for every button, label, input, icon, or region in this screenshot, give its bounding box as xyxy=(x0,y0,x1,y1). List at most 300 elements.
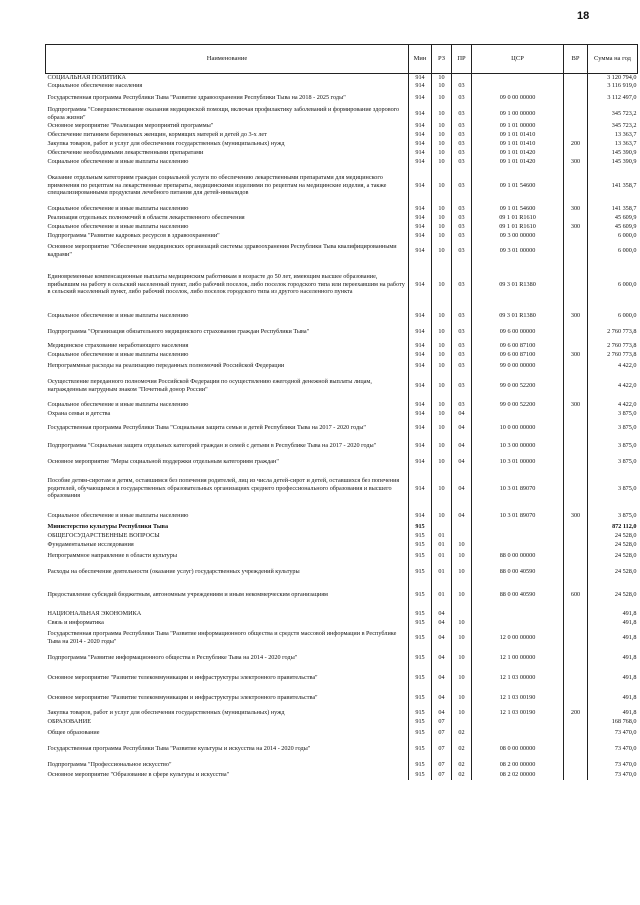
cell-rz: 07 xyxy=(432,718,452,727)
cell-pr: 04 xyxy=(452,437,472,455)
cell-vr: 300 xyxy=(564,158,588,167)
cell-pr: 10 xyxy=(452,628,472,648)
cell-vr xyxy=(564,523,588,532)
cell-csr: 09 1 01 R1610 xyxy=(472,214,564,223)
cell-sum: 491,8 xyxy=(588,648,638,668)
cell-csr: 08 0 00 00000 xyxy=(472,739,564,759)
cell-min: 914 xyxy=(409,455,432,469)
cell-csr: 09 6 00 87100 xyxy=(472,351,564,360)
cell-min: 914 xyxy=(409,149,432,158)
cell-sum: 168 768,0 xyxy=(588,718,638,727)
cell-vr: 300 xyxy=(564,223,588,232)
cell-rz: 04 xyxy=(432,668,452,688)
cell-min: 915 xyxy=(409,523,432,532)
cell-rz: 04 xyxy=(432,628,452,648)
cell-min: 914 xyxy=(409,309,432,323)
table-row xyxy=(46,582,638,609)
cell-rz: 10 xyxy=(432,140,452,149)
cell-sum: 145 390,9 xyxy=(588,158,638,167)
table-row xyxy=(46,74,638,82)
cell-csr: 10 3 01 00000 xyxy=(472,455,564,469)
table-row xyxy=(46,214,638,223)
cell-name: Подпрограмма "Социальная защита отдельных категорий граждан и семей с детьми в Республике Тыва на 2017 - 2020 годы" xyxy=(47,441,377,449)
cell-vr xyxy=(564,342,588,351)
cell-min: 915 xyxy=(409,718,432,727)
cell-sum: 491,8 xyxy=(588,628,638,648)
table-row xyxy=(46,261,638,309)
table-row xyxy=(46,718,638,727)
cell-name: СОЦИАЛЬНАЯ ПОЛИТИКА xyxy=(47,74,126,81)
cell-pr: 10 xyxy=(452,562,472,582)
cell-csr xyxy=(472,82,564,90)
cell-pr: 03 xyxy=(452,400,472,410)
cell-csr: 09 3 01 00000 xyxy=(472,241,564,261)
header-name: Наименование xyxy=(46,45,409,74)
cell-csr: 10 3 00 00000 xyxy=(472,437,564,455)
cell-pr xyxy=(452,74,472,82)
cell-rz: 10 xyxy=(432,223,452,232)
cell-csr: 08 2 00 00000 xyxy=(472,759,564,771)
table-row xyxy=(46,523,638,532)
cell-csr: 08 2 02 00000 xyxy=(472,771,564,780)
cell-rz: 10 xyxy=(432,167,452,205)
cell-sum: 3 875,0 xyxy=(588,419,638,437)
cell-csr: 10 0 00 00000 xyxy=(472,419,564,437)
cell-name: Подпрограмма "Развитие кадровых ресурсов в здравоохранении" xyxy=(47,232,220,240)
cell-pr: 03 xyxy=(452,232,472,241)
cell-rz: 10 xyxy=(432,122,452,131)
cell-pr xyxy=(452,718,472,727)
table-row xyxy=(46,167,638,205)
table-row xyxy=(46,619,638,628)
cell-name: Закупка товаров, работ и услуг для обеспечения государственных (муниципальных) нужд xyxy=(47,140,285,148)
table-row xyxy=(46,562,638,582)
page-number: 18 xyxy=(577,10,590,22)
cell-name: Обеспечение питанием беременных женщин, кормящих матерей и детей до 3-х лет xyxy=(47,131,267,139)
cell-sum: 3 875,0 xyxy=(588,469,638,509)
cell-name: Предоставление субсидий бюджетным, автономным учреждениям и иным некоммерческим организациям xyxy=(47,591,328,599)
cell-rz: 10 xyxy=(432,419,452,437)
cell-pr xyxy=(452,532,472,541)
cell-min: 914 xyxy=(409,90,432,106)
cell-vr xyxy=(564,648,588,668)
cell-sum: 3 112 497,0 xyxy=(588,90,638,106)
cell-name: Непрограммные расходы на реализацию переданных полномочий Российской Федерации xyxy=(47,361,285,369)
cell-sum: 6 000,0 xyxy=(588,232,638,241)
cell-vr xyxy=(564,167,588,205)
cell-min: 915 xyxy=(409,628,432,648)
cell-name: Государственная программа Республики Тыва "Развитие культуры и искусства на 2014 - 2020 годы" xyxy=(47,744,311,752)
table-row xyxy=(46,232,638,241)
cell-vr xyxy=(564,323,588,342)
cell-rz: 10 xyxy=(432,372,452,400)
header-pr: ПР xyxy=(452,45,472,74)
cell-name: Министерство культуры Республики Тыва xyxy=(47,523,169,531)
cell-pr: 03 xyxy=(452,323,472,342)
cell-vr xyxy=(564,261,588,309)
cell-min: 915 xyxy=(409,648,432,668)
cell-rz: 07 xyxy=(432,739,452,759)
cell-sum: 24 528,0 xyxy=(588,532,638,541)
table-row xyxy=(46,759,638,771)
cell-min: 914 xyxy=(409,437,432,455)
cell-min: 914 xyxy=(409,140,432,149)
table-row xyxy=(46,739,638,759)
cell-pr: 03 xyxy=(452,360,472,372)
cell-sum: 3 875,0 xyxy=(588,410,638,419)
cell-min: 914 xyxy=(409,400,432,410)
cell-sum: 73 470,0 xyxy=(588,727,638,739)
cell-name: Основное мероприятие "Обеспечение медицинских организаций системы здравоохранения Республики Тыва квалифицированными кадрами" xyxy=(47,243,397,258)
cell-min: 915 xyxy=(409,727,432,739)
header-sum: Сумма на год xyxy=(588,45,638,74)
cell-name: Социальное обеспечение и иные выплаты населению xyxy=(47,223,189,231)
cell-rz: 04 xyxy=(432,609,452,619)
cell-rz: 04 xyxy=(432,619,452,628)
cell-min: 914 xyxy=(409,122,432,131)
cell-name: Социальное обеспечение и иные выплаты населению xyxy=(47,400,189,408)
cell-sum: 141 358,7 xyxy=(588,205,638,214)
cell-sum: 2 760 773,8 xyxy=(588,351,638,360)
cell-name: НАЦИОНАЛЬНАЯ ЭКОНОМИКА xyxy=(47,609,142,617)
cell-min: 915 xyxy=(409,541,432,550)
cell-name: Оказание отдельным категориям граждан социальной услуги по обеспечению лекарственными препаратами для медицинского применения по рецептам на лекарственные препараты, медицинскими изделиями по рецептам на медицинские изделия, а также специализированными продуктами лечебного питания для детей-инвалидов xyxy=(47,174,387,197)
cell-rz: 10 xyxy=(432,342,452,351)
cell-csr: 10 3 01 89070 xyxy=(472,509,564,523)
cell-pr: 03 xyxy=(452,90,472,106)
budget-table xyxy=(45,44,638,780)
cell-vr xyxy=(564,131,588,140)
cell-sum: 2 760 773,8 xyxy=(588,342,638,351)
table-row xyxy=(46,149,638,158)
cell-csr: 09 0 00 00000 xyxy=(472,90,564,106)
cell-sum: 6 000,0 xyxy=(588,241,638,261)
table-row xyxy=(46,323,638,342)
cell-min: 914 xyxy=(409,261,432,309)
cell-rz: 10 xyxy=(432,232,452,241)
cell-vr xyxy=(564,122,588,131)
cell-rz: 10 xyxy=(432,149,452,158)
cell-vr xyxy=(564,469,588,509)
cell-name: Основное мероприятие "Развитие телекоммуникации и инфраструктуры электронного правительства" xyxy=(47,693,318,701)
cell-csr xyxy=(472,609,564,619)
cell-sum: 2 760 773,8 xyxy=(588,323,638,342)
cell-csr: 09 1 01 54600 xyxy=(472,205,564,214)
cell-vr xyxy=(564,372,588,400)
table-row xyxy=(46,668,638,688)
cell-sum: 24 528,0 xyxy=(588,541,638,550)
cell-sum: 491,8 xyxy=(588,619,638,628)
cell-sum: 13 363,7 xyxy=(588,140,638,149)
cell-rz: 10 xyxy=(432,158,452,167)
cell-sum: 491,8 xyxy=(588,609,638,619)
cell-name: Охрана семьи и детства xyxy=(47,410,111,418)
cell-rz: 07 xyxy=(432,771,452,780)
cell-rz: 10 xyxy=(432,131,452,140)
cell-rz: 10 xyxy=(432,205,452,214)
cell-pr: 04 xyxy=(452,455,472,469)
cell-csr: 09 1 01 R1610 xyxy=(472,223,564,232)
table-row xyxy=(46,158,638,167)
cell-rz: 10 xyxy=(432,469,452,509)
cell-sum: 4 422,0 xyxy=(588,360,638,372)
table-row xyxy=(46,648,638,668)
cell-sum: 73 470,0 xyxy=(588,771,638,780)
cell-csr xyxy=(472,523,564,532)
cell-vr: 300 xyxy=(564,309,588,323)
cell-csr xyxy=(472,718,564,727)
cell-sum: 3 875,0 xyxy=(588,509,638,523)
cell-pr: 03 xyxy=(452,241,472,261)
table-row xyxy=(46,455,638,469)
cell-name: Основное мероприятие "Развитие телекоммуникации и инфраструктуры электронного правительства" xyxy=(47,673,318,681)
cell-name: Непрограммное направление в области культуры xyxy=(47,551,177,559)
cell-sum: 73 470,0 xyxy=(588,759,638,771)
cell-pr: 03 xyxy=(452,131,472,140)
cell-sum: 3 875,0 xyxy=(588,455,638,469)
cell-name: Социальное обеспечение и иные выплаты населению xyxy=(47,351,189,359)
cell-vr xyxy=(564,771,588,780)
cell-min: 915 xyxy=(409,550,432,562)
table-row xyxy=(46,727,638,739)
cell-name: ОБЩЕГОСУДАРСТВЕННЫЕ ВОПРОСЫ xyxy=(47,532,160,540)
cell-csr: 12 1 03 00190 xyxy=(472,708,564,718)
cell-vr xyxy=(564,619,588,628)
cell-name: Социальное обеспечение и иные выплаты населению xyxy=(47,311,189,319)
cell-sum: 345 723,2 xyxy=(588,106,638,122)
cell-name: Социальное обеспечение и иные выплаты населению xyxy=(47,205,189,213)
cell-csr: 99 0 00 52200 xyxy=(472,400,564,410)
cell-pr: 03 xyxy=(452,351,472,360)
cell-min: 914 xyxy=(409,158,432,167)
cell-rz: 01 xyxy=(432,550,452,562)
cell-rz: 10 xyxy=(432,106,452,122)
cell-csr: 09 1 00 00000 xyxy=(472,106,564,122)
table-row xyxy=(46,609,638,619)
cell-pr: 03 xyxy=(452,214,472,223)
cell-csr: 99 0 00 52200 xyxy=(472,372,564,400)
cell-rz: 10 xyxy=(432,261,452,309)
cell-min: 915 xyxy=(409,668,432,688)
table-header xyxy=(46,45,638,74)
cell-name: Подпрограмма "Организация обязательного медицинского страхования граждан Республики Тыва" xyxy=(47,328,310,336)
cell-vr xyxy=(564,739,588,759)
cell-min: 914 xyxy=(409,419,432,437)
cell-min: 914 xyxy=(409,342,432,351)
table-row xyxy=(46,342,638,351)
cell-sum: 13 363,7 xyxy=(588,131,638,140)
cell-min: 914 xyxy=(409,232,432,241)
cell-pr: 04 xyxy=(452,469,472,509)
cell-min: 915 xyxy=(409,582,432,609)
cell-vr: 300 xyxy=(564,205,588,214)
cell-pr: 02 xyxy=(452,739,472,759)
cell-name: Подпрограмма "Профессиональное искусство" xyxy=(47,760,172,768)
cell-csr: 09 1 01 54600 xyxy=(472,167,564,205)
cell-pr: 03 xyxy=(452,261,472,309)
cell-csr: 09 3 01 R1380 xyxy=(472,309,564,323)
cell-sum: 491,8 xyxy=(588,668,638,688)
cell-rz xyxy=(432,523,452,532)
table-row xyxy=(46,541,638,550)
cell-name: Социальное обеспечение и иные выплаты населению xyxy=(47,511,189,519)
cell-csr: 12 0 00 00000 xyxy=(472,628,564,648)
table-row xyxy=(46,708,638,718)
cell-vr: 200 xyxy=(564,140,588,149)
cell-min: 914 xyxy=(409,82,432,90)
cell-csr: 09 6 00 00000 xyxy=(472,323,564,342)
cell-csr: 09 1 01 01420 xyxy=(472,158,564,167)
cell-sum: 24 528,0 xyxy=(588,562,638,582)
cell-csr: 88 0 00 00000 xyxy=(472,550,564,562)
cell-sum: 45 609,9 xyxy=(588,223,638,232)
cell-pr: 10 xyxy=(452,541,472,550)
cell-vr xyxy=(564,759,588,771)
cell-csr: 09 1 01 01410 xyxy=(472,131,564,140)
cell-rz: 01 xyxy=(432,532,452,541)
cell-rz: 01 xyxy=(432,582,452,609)
cell-min: 915 xyxy=(409,562,432,582)
table-row xyxy=(46,509,638,523)
table-row xyxy=(46,205,638,214)
cell-pr: 02 xyxy=(452,771,472,780)
cell-csr: 88 0 00 40590 xyxy=(472,582,564,609)
cell-name: Связь и информатика xyxy=(47,619,104,627)
cell-name: Общее образование xyxy=(47,728,100,736)
cell-min: 915 xyxy=(409,532,432,541)
cell-pr: 02 xyxy=(452,759,472,771)
cell-vr xyxy=(564,609,588,619)
cell-min: 915 xyxy=(409,708,432,718)
cell-pr: 03 xyxy=(452,342,472,351)
cell-sum: 24 528,0 xyxy=(588,582,638,609)
cell-sum: 73 470,0 xyxy=(588,739,638,759)
cell-vr: 300 xyxy=(564,351,588,360)
cell-sum: 45 609,9 xyxy=(588,214,638,223)
cell-name: Социальное обеспечение и иные выплаты населению xyxy=(47,158,189,166)
table-row xyxy=(46,140,638,149)
cell-csr xyxy=(472,532,564,541)
cell-name: Основное мероприятие "Реализация мероприятий программы" xyxy=(47,122,214,130)
cell-name: Пособие детям-сиротам и детям, оставшимся без попечения родителей, лиц из числа детей-сирот и детей, оставшихся без попечения родителей, обучающимся в государственных образовательных организациях среднего профессионального образования и высшего образования xyxy=(47,477,400,500)
cell-csr: 09 1 01 00000 xyxy=(472,122,564,131)
cell-vr xyxy=(564,241,588,261)
cell-pr: 03 xyxy=(452,158,472,167)
cell-csr: 09 3 00 00000 xyxy=(472,232,564,241)
cell-vr: 600 xyxy=(564,582,588,609)
cell-pr: 10 xyxy=(452,668,472,688)
table-row xyxy=(46,351,638,360)
cell-rz: 01 xyxy=(432,562,452,582)
cell-rz: 04 xyxy=(432,708,452,718)
cell-vr xyxy=(564,541,588,550)
cell-vr: 300 xyxy=(564,400,588,410)
cell-vr xyxy=(564,718,588,727)
cell-csr: 10 3 01 89070 xyxy=(472,469,564,509)
cell-sum: 6 000,0 xyxy=(588,309,638,323)
cell-rz: 10 xyxy=(432,74,452,82)
cell-csr: 12 1 03 00000 xyxy=(472,668,564,688)
cell-min: 914 xyxy=(409,351,432,360)
table-row xyxy=(46,241,638,261)
cell-min: 914 xyxy=(409,106,432,122)
table-row xyxy=(46,223,638,232)
cell-rz: 01 xyxy=(432,541,452,550)
cell-sum: 6 000,0 xyxy=(588,261,638,309)
cell-name: Государственная программа Республики Тыва "Развитие здравоохранения Республики Тыва на 2018 - 2025 годы" xyxy=(47,93,346,101)
header-csr: ЦСР xyxy=(472,45,564,74)
cell-rz: 10 xyxy=(432,214,452,223)
cell-csr xyxy=(472,541,564,550)
cell-vr xyxy=(564,727,588,739)
cell-csr: 12 1 03 00190 xyxy=(472,688,564,708)
cell-vr xyxy=(564,149,588,158)
cell-rz: 10 xyxy=(432,241,452,261)
cell-min: 914 xyxy=(409,323,432,342)
cell-name: Реализация отдельных полномочий в области лекарственного обеспечения xyxy=(47,214,245,222)
cell-name: Государственная программа Республики Тыва "Развитие информационного общества и средств массовой информации в Республике Тыва на 2014 - 2020 годы" xyxy=(47,630,397,645)
table-body xyxy=(46,74,638,780)
cell-rz: 04 xyxy=(432,688,452,708)
cell-vr xyxy=(564,410,588,419)
header-min: Мин xyxy=(409,45,432,74)
table-row xyxy=(46,771,638,780)
cell-csr xyxy=(472,727,564,739)
cell-csr: 12 1 00 00000 xyxy=(472,648,564,668)
table-row xyxy=(46,90,638,106)
cell-sum: 872 112,0 xyxy=(588,523,638,532)
table-row xyxy=(46,122,638,131)
cell-pr: 04 xyxy=(452,419,472,437)
cell-pr: 10 xyxy=(452,708,472,718)
cell-vr xyxy=(564,562,588,582)
cell-pr xyxy=(452,609,472,619)
cell-pr xyxy=(452,523,472,532)
cell-min: 914 xyxy=(409,205,432,214)
cell-min: 915 xyxy=(409,759,432,771)
cell-csr: 09 6 00 87100 xyxy=(472,342,564,351)
cell-name: Единовременные компенсационные выплаты медицинским работникам в возрасте до 50 лет, имеющим высшее образование, прибывшим на работу в сельский населенный пункт, либо рабочий поселок, либо поселок городского типа или переехавшим на работу в сельский населенный пункт, либо рабочий поселок, либо поселок городского типа из другого населенного пункта xyxy=(47,273,405,296)
cell-min: 914 xyxy=(409,214,432,223)
cell-pr: 10 xyxy=(452,582,472,609)
table-row xyxy=(46,410,638,419)
cell-name: Подпрограмма "Совершенствование оказания медицинской помощи, включая профилактику заболеваний и формирование здорового образа жизни" xyxy=(47,106,400,121)
cell-vr xyxy=(564,455,588,469)
table-row xyxy=(46,309,638,323)
cell-name: Фундаментальные исследования xyxy=(47,541,134,549)
table-row xyxy=(46,419,638,437)
cell-pr: 10 xyxy=(452,619,472,628)
cell-name: Обеспечение необходимыми лекарственными препаратами xyxy=(47,149,204,157)
cell-min: 915 xyxy=(409,688,432,708)
cell-pr: 03 xyxy=(452,82,472,90)
cell-min: 914 xyxy=(409,509,432,523)
cell-rz: 10 xyxy=(432,90,452,106)
cell-vr: 300 xyxy=(564,509,588,523)
cell-sum: 491,8 xyxy=(588,688,638,708)
cell-min: 915 xyxy=(409,609,432,619)
cell-name: Основное мероприятие "Меры социальной поддержки отдельным категориям граждан" xyxy=(47,457,279,465)
cell-name: Государственная программа Республики Тыва "Социальная защита семьи и детей Республики Тыва на 2017 - 2020 годы" xyxy=(47,423,366,431)
cell-vr xyxy=(564,360,588,372)
cell-min: 914 xyxy=(409,131,432,140)
cell-sum: 24 528,0 xyxy=(588,550,638,562)
cell-csr xyxy=(472,410,564,419)
cell-min: 914 xyxy=(409,167,432,205)
cell-vr xyxy=(564,437,588,455)
cell-rz: 10 xyxy=(432,360,452,372)
cell-pr: 10 xyxy=(452,550,472,562)
